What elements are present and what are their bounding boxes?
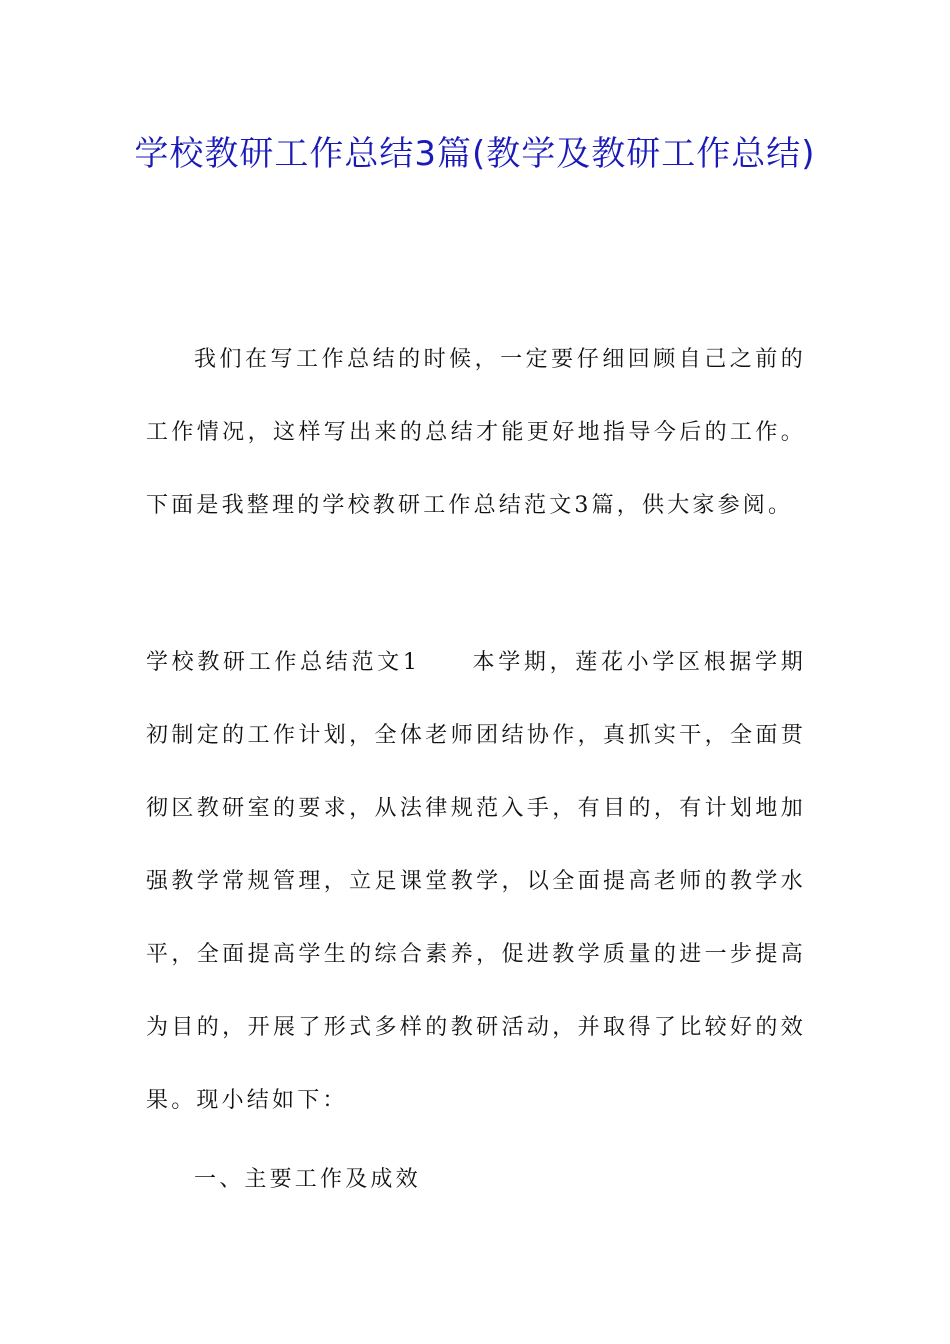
- section1-paragraph: [146, 626, 806, 1137]
- intro-paragraph: 我们在写工作总结的时候，一定要仔细回顾自己之前的工作情况，这样写出来的总结才能更好地指导今后的工作。下面是我整理的学校教研工作总结范文3篇，供大家参阅。: [146, 347, 806, 518]
- section-heading-1: 一、主要工作及成效: [194, 1167, 421, 1192]
- section1-text: 本学期，莲花小学区根据学期初制定的工作计划，全体老师团结协作，真抓实干，全面贯彻区教研室的要求，从法律规范入手，有目的，有计划地加强教学常规管理，立足课堂教学，以全面提高老师的教学水平，全面提高学生的综合素养，促进教学质量的进一步提高为目的，开展了形式多样的教研活动，并取得了比较好的效果。现小结如下：: [146, 650, 806, 1113]
- section1-label: 学校教研工作总结范文1: [146, 650, 421, 675]
- document-title: 学校教研工作总结3篇(教学及教研工作总结): [134, 134, 816, 174]
